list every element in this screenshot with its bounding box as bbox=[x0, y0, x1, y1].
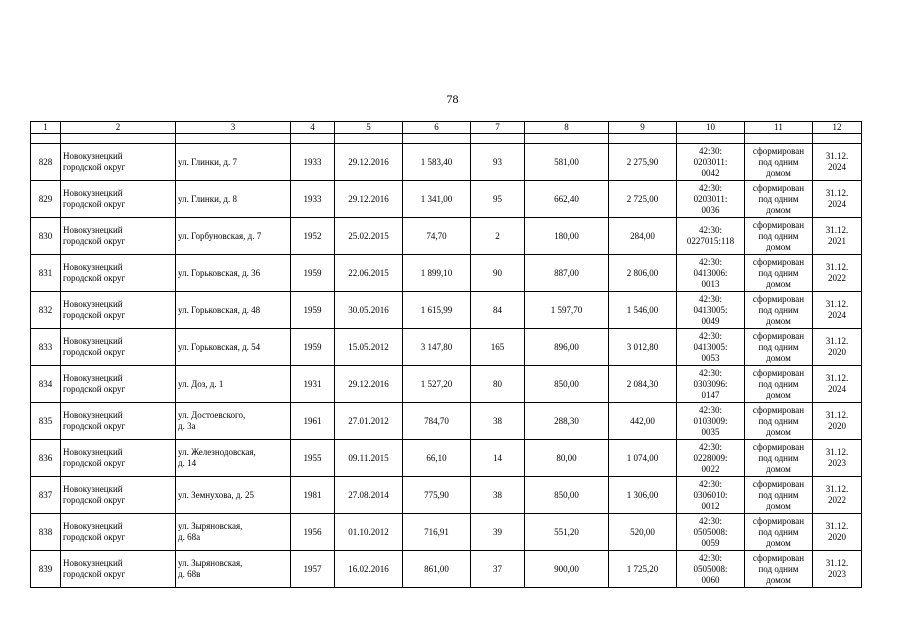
total-area-cell: 3 147,80 bbox=[403, 329, 471, 366]
table-row bbox=[31, 403, 862, 440]
municipality-cell: Новокузнецкий городской округ bbox=[61, 329, 176, 366]
cadastral-number-cell: 42:30: 0228009: 0022 bbox=[677, 440, 745, 477]
land-status-cell: сформирован под одним домом bbox=[745, 218, 813, 255]
date-cell: 16.02.2016 bbox=[335, 551, 403, 588]
value-cell: 850,00 bbox=[525, 366, 609, 403]
cadastral-number-cell: 42:30: 0505008: 0059 bbox=[677, 514, 745, 551]
land-area-cell: 1 306,00 bbox=[609, 477, 677, 514]
municipality-cell: Новокузнецкий городской округ bbox=[61, 181, 176, 218]
residents-cell: 80 bbox=[471, 366, 525, 403]
total-area-cell: 74,70 bbox=[403, 218, 471, 255]
date-cell: 22.06.2015 bbox=[335, 255, 403, 292]
value-cell: 1 597,70 bbox=[525, 292, 609, 329]
table-row bbox=[31, 144, 862, 181]
total-area-cell: 1 899,10 bbox=[403, 255, 471, 292]
land-area-cell: 3 012,80 bbox=[609, 329, 677, 366]
cadastral-number-cell: 42:30: 0203011: 0042 bbox=[677, 144, 745, 181]
column-number: 12 bbox=[813, 122, 862, 134]
date-cell: 30.05.2016 bbox=[335, 292, 403, 329]
land-status-cell: сформирован под одним домом bbox=[745, 329, 813, 366]
municipality-cell: Новокузнецкий городской округ bbox=[61, 514, 176, 551]
date-cell: 27.08.2014 bbox=[335, 477, 403, 514]
land-area-cell: 442,00 bbox=[609, 403, 677, 440]
date-cell: 09.11.2015 bbox=[335, 440, 403, 477]
row-number-cell: 834 bbox=[31, 366, 61, 403]
table-row bbox=[31, 551, 862, 588]
deadline-cell: 31.12. 2024 bbox=[813, 181, 862, 218]
year-built-cell: 1961 bbox=[291, 403, 335, 440]
column-number: 11 bbox=[745, 122, 813, 134]
address-cell: ул. Горьковская, д. 48 bbox=[176, 292, 291, 329]
year-built-cell: 1957 bbox=[291, 551, 335, 588]
year-built-cell: 1981 bbox=[291, 477, 335, 514]
cadastral-number-cell: 42:30: 0413006: 0013 bbox=[677, 255, 745, 292]
table-row bbox=[31, 181, 862, 218]
year-built-cell: 1959 bbox=[291, 292, 335, 329]
column-number: 7 bbox=[471, 122, 525, 134]
municipality-cell: Новокузнецкий городской округ bbox=[61, 366, 176, 403]
land-status-cell: сформирован под одним домом bbox=[745, 477, 813, 514]
column-number: 1 bbox=[31, 122, 61, 134]
housing-register-table bbox=[30, 121, 862, 588]
value-cell: 581,00 bbox=[525, 144, 609, 181]
municipality-cell: Новокузнецкий городской округ bbox=[61, 477, 176, 514]
deadline-cell: 31.12. 2024 bbox=[813, 144, 862, 181]
deadline-cell: 31.12. 2021 bbox=[813, 218, 862, 255]
land-area-cell: 2 806,00 bbox=[609, 255, 677, 292]
land-area-cell: 2 275,90 bbox=[609, 144, 677, 181]
cadastral-number-cell: 42:30: 0303096: 0147 bbox=[677, 366, 745, 403]
address-cell: ул. Горьковская, д. 36 bbox=[176, 255, 291, 292]
row-number-cell: 831 bbox=[31, 255, 61, 292]
table-row bbox=[31, 440, 862, 477]
date-cell: 25.02.2015 bbox=[335, 218, 403, 255]
municipality-cell: Новокузнецкий городской округ bbox=[61, 292, 176, 329]
land-area-cell: 520,00 bbox=[609, 514, 677, 551]
address-cell: ул. Железнодовская, д. 14 bbox=[176, 440, 291, 477]
address-cell: ул. Горьковская, д. 54 bbox=[176, 329, 291, 366]
municipality-cell: Новокузнецкий городской округ bbox=[61, 403, 176, 440]
total-area-cell: 1 615,99 bbox=[403, 292, 471, 329]
year-built-cell: 1931 bbox=[291, 366, 335, 403]
address-cell: ул. Глинки, д. 7 bbox=[176, 144, 291, 181]
row-number-cell: 828 bbox=[31, 144, 61, 181]
residents-cell: 37 bbox=[471, 551, 525, 588]
date-cell: 15.05.2012 bbox=[335, 329, 403, 366]
table-row bbox=[31, 477, 862, 514]
column-number: 3 bbox=[176, 122, 291, 134]
residents-cell: 90 bbox=[471, 255, 525, 292]
municipality-cell: Новокузнецкий городской округ bbox=[61, 551, 176, 588]
residents-cell: 38 bbox=[471, 477, 525, 514]
column-number: 9 bbox=[609, 122, 677, 134]
cadastral-number-cell: 42:30: 0413005: 0053 bbox=[677, 329, 745, 366]
residents-cell: 165 bbox=[471, 329, 525, 366]
spacer-row bbox=[31, 134, 862, 144]
total-area-cell: 775,90 bbox=[403, 477, 471, 514]
residents-cell: 38 bbox=[471, 403, 525, 440]
column-number: 5 bbox=[335, 122, 403, 134]
total-area-cell: 1 583,40 bbox=[403, 144, 471, 181]
row-number-cell: 829 bbox=[31, 181, 61, 218]
municipality-cell: Новокузнецкий городской округ bbox=[61, 218, 176, 255]
deadline-cell: 31.12. 2024 bbox=[813, 366, 862, 403]
land-status-cell: сформирован под одним домом bbox=[745, 514, 813, 551]
cadastral-number-cell: 42:30: 0505008: 0060 bbox=[677, 551, 745, 588]
value-cell: 900,00 bbox=[525, 551, 609, 588]
residents-cell: 93 bbox=[471, 144, 525, 181]
total-area-cell: 716,91 bbox=[403, 514, 471, 551]
deadline-cell: 31.12. 2022 bbox=[813, 477, 862, 514]
row-number-cell: 838 bbox=[31, 514, 61, 551]
column-number: 8 bbox=[525, 122, 609, 134]
column-number-row bbox=[31, 122, 862, 134]
residents-cell: 2 bbox=[471, 218, 525, 255]
row-number-cell: 833 bbox=[31, 329, 61, 366]
table-row bbox=[31, 514, 862, 551]
column-number: 10 bbox=[677, 122, 745, 134]
cadastral-number-cell: 42:30: 0413005: 0049 bbox=[677, 292, 745, 329]
year-built-cell: 1952 bbox=[291, 218, 335, 255]
value-cell: 80,00 bbox=[525, 440, 609, 477]
date-cell: 29.12.2016 bbox=[335, 366, 403, 403]
land-area-cell: 2 725,00 bbox=[609, 181, 677, 218]
land-area-cell: 1 546,00 bbox=[609, 292, 677, 329]
residents-cell: 14 bbox=[471, 440, 525, 477]
year-built-cell: 1933 bbox=[291, 144, 335, 181]
land-status-cell: сформирован под одним домом bbox=[745, 366, 813, 403]
value-cell: 180,00 bbox=[525, 218, 609, 255]
deadline-cell: 31.12. 2020 bbox=[813, 514, 862, 551]
land-status-cell: сформирован под одним домом bbox=[745, 440, 813, 477]
municipality-cell: Новокузнецкий городской округ bbox=[61, 440, 176, 477]
value-cell: 551,20 bbox=[525, 514, 609, 551]
deadline-cell: 31.12. 2023 bbox=[813, 551, 862, 588]
municipality-cell: Новокузнецкий городской округ bbox=[61, 255, 176, 292]
row-number-cell: 837 bbox=[31, 477, 61, 514]
value-cell: 288,30 bbox=[525, 403, 609, 440]
deadline-cell: 31.12. 2022 bbox=[813, 255, 862, 292]
address-cell: ул. Доз, д. 1 bbox=[176, 366, 291, 403]
total-area-cell: 66,10 bbox=[403, 440, 471, 477]
address-cell: ул. Зыряновская, д. 68в bbox=[176, 551, 291, 588]
year-built-cell: 1955 bbox=[291, 440, 335, 477]
land-area-cell: 1 074,00 bbox=[609, 440, 677, 477]
land-status-cell: сформирован под одним домом bbox=[745, 181, 813, 218]
value-cell: 887,00 bbox=[525, 255, 609, 292]
row-number-cell: 830 bbox=[31, 218, 61, 255]
value-cell: 850,00 bbox=[525, 477, 609, 514]
year-built-cell: 1959 bbox=[291, 329, 335, 366]
row-number-cell: 836 bbox=[31, 440, 61, 477]
cadastral-number-cell: 42:30: 0203011: 0036 bbox=[677, 181, 745, 218]
year-built-cell: 1956 bbox=[291, 514, 335, 551]
table-body bbox=[31, 122, 862, 588]
residents-cell: 39 bbox=[471, 514, 525, 551]
deadline-cell: 31.12. 2020 bbox=[813, 403, 862, 440]
row-number-cell: 839 bbox=[31, 551, 61, 588]
table-row bbox=[31, 292, 862, 329]
land-status-cell: сформирован под одним домом bbox=[745, 292, 813, 329]
year-built-cell: 1933 bbox=[291, 181, 335, 218]
total-area-cell: 784,70 bbox=[403, 403, 471, 440]
municipality-cell: Новокузнецкий городской округ bbox=[61, 144, 176, 181]
date-cell: 01.10.2012 bbox=[335, 514, 403, 551]
land-area-cell: 2 084,30 bbox=[609, 366, 677, 403]
land-area-cell: 284,00 bbox=[609, 218, 677, 255]
cadastral-number-cell: 42:30: 0227015:118 bbox=[677, 218, 745, 255]
land-area-cell: 1 725,20 bbox=[609, 551, 677, 588]
year-built-cell: 1959 bbox=[291, 255, 335, 292]
value-cell: 662,40 bbox=[525, 181, 609, 218]
land-status-cell: сформирован под одним домом bbox=[745, 255, 813, 292]
address-cell: ул. Глинки, д. 8 bbox=[176, 181, 291, 218]
address-cell: ул. Достоевского, д. 3а bbox=[176, 403, 291, 440]
value-cell: 896,00 bbox=[525, 329, 609, 366]
total-area-cell: 1 527,20 bbox=[403, 366, 471, 403]
table-row bbox=[31, 366, 862, 403]
table-row bbox=[31, 255, 862, 292]
land-status-cell: сформирован под одним домом bbox=[745, 551, 813, 588]
address-cell: ул. Горбуновская, д. 7 bbox=[176, 218, 291, 255]
deadline-cell: 31.12. 2024 bbox=[813, 292, 862, 329]
address-cell: ул. Зыряновская, д. 68а bbox=[176, 514, 291, 551]
cadastral-number-cell: 42:30: 0103009: 0035 bbox=[677, 403, 745, 440]
column-number: 6 bbox=[403, 122, 471, 134]
date-cell: 29.12.2016 bbox=[335, 144, 403, 181]
date-cell: 27.01.2012 bbox=[335, 403, 403, 440]
row-number-cell: 835 bbox=[31, 403, 61, 440]
land-status-cell: сформирован под одним домом bbox=[745, 403, 813, 440]
total-area-cell: 861,00 bbox=[403, 551, 471, 588]
row-number-cell: 832 bbox=[31, 292, 61, 329]
residents-cell: 84 bbox=[471, 292, 525, 329]
cadastral-number-cell: 42:30: 0306010: 0012 bbox=[677, 477, 745, 514]
column-number: 2 bbox=[61, 122, 176, 134]
table-row bbox=[31, 329, 862, 366]
deadline-cell: 31.12. 2023 bbox=[813, 440, 862, 477]
column-number: 4 bbox=[291, 122, 335, 134]
residents-cell: 95 bbox=[471, 181, 525, 218]
deadline-cell: 31.12. 2020 bbox=[813, 329, 862, 366]
land-status-cell: сформирован под одним домом bbox=[745, 144, 813, 181]
table-row bbox=[31, 218, 862, 255]
total-area-cell: 1 341,00 bbox=[403, 181, 471, 218]
page-number: 78 bbox=[446, 92, 459, 106]
date-cell: 29.12.2016 bbox=[335, 181, 403, 218]
address-cell: ул. Земнухова, д. 25 bbox=[176, 477, 291, 514]
